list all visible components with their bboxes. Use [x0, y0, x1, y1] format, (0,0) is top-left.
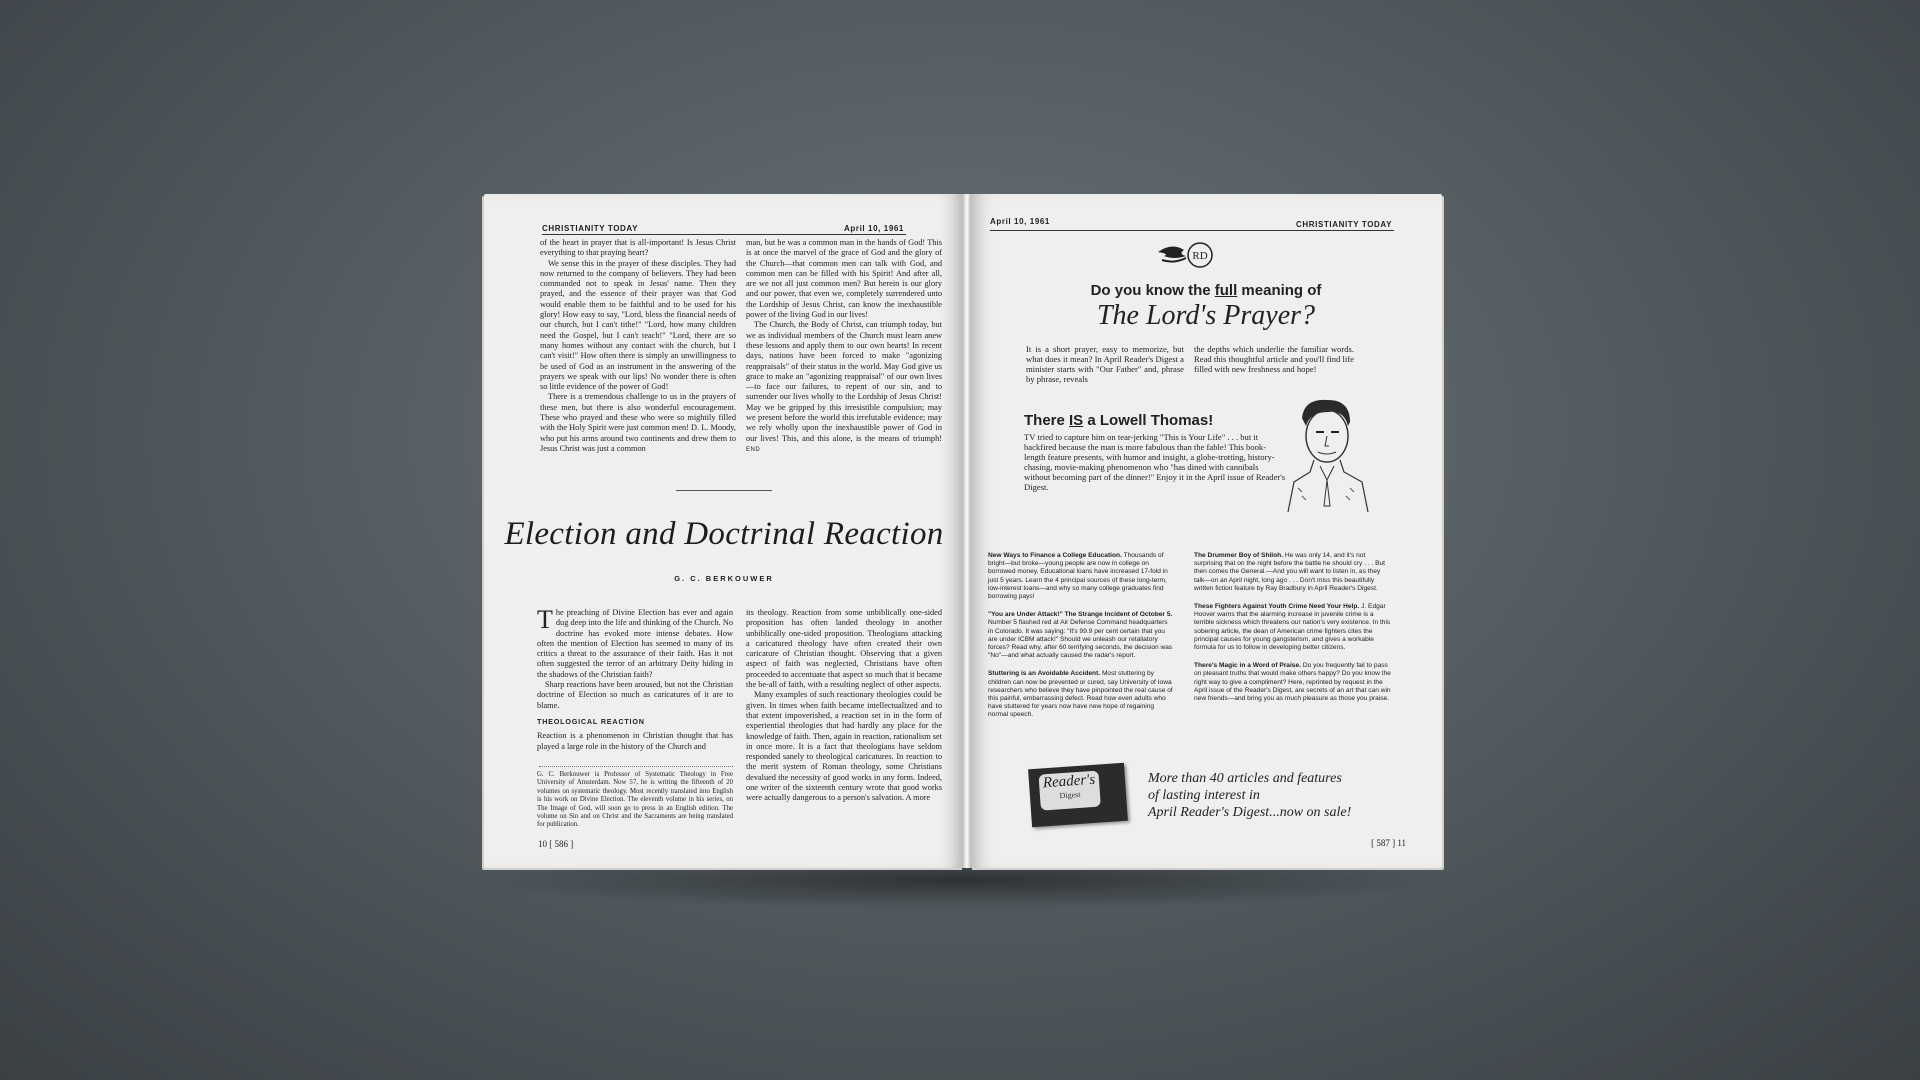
blurb: [1194, 552, 1392, 593]
blurb-text: Number 5 flashed red at Air Defense Command headquarters in Colorado. It was saying: "It's 99.9 per cent certain that you are under ICBM attack!" Should we unleash our retaliatory forces? Read why, after 60 terrifying seconds, the decision was "No"—and what actually caused the radar's report.: [988, 619, 1173, 660]
blurb-heading: There's Magic in a Word of Praise.: [1194, 662, 1301, 670]
paragraph: [746, 320, 942, 455]
page-folio-right: [ 587 ] 11: [1371, 838, 1406, 848]
blurb-text: He was only 14, and it's not surprising that on the night before the battle he should cry . . . But then comes the General.—And you will want to listen in, as they talk—on an April night, long ago . . . Don't miss this beautifully written fiction feature by Ray Bradbury in April Reader's Digest.: [1194, 552, 1385, 592]
ad-intro-col-1: It is a short prayer, easy to memorize, but what does it mean? In April Reader's Digest a minister starts with "Our Father" and, phrase by phrase, reveals: [1026, 344, 1184, 384]
headline-text: Do you know the: [1090, 282, 1215, 299]
readers-digest-logo-icon: [1154, 238, 1216, 272]
article-col-1: [537, 608, 733, 764]
article-author: G. C. BERKOUWER: [674, 574, 774, 583]
left-page: [484, 194, 964, 868]
paragraph: There is a tremendous challenge to us in the prayers of these men, but there is also wonderful encouragement. These who prayed and these who were so mightily filled with the Holy Spirit were just common men! D. L. Moody, who put his arms around two continents and drew them to Jesus Christ was just a common: [540, 392, 736, 453]
section-divider: [676, 490, 772, 491]
paragraph: of the heart in prayer that is all-important! Is Jesus Christ everything to that praying heart?: [540, 238, 736, 258]
lowell-thomas-headline: [1024, 412, 1213, 429]
blurb-text: J. Edgar Hoover warns that the alarming increase in juvenile crime is a terrible sickness which threatens our nation's very existence. In this sobering article, the dean of American crime fighters cites the principal causes for young gangsterism, and gives a workable formula for us to follow in developing better citizens.: [1194, 603, 1391, 652]
running-header-date: April 10, 1961: [990, 217, 1050, 226]
blurb: [1194, 662, 1392, 703]
article-col-2: [746, 608, 942, 832]
paragraph: Many examples of such reactionary theologies could be given. In times when faith became intellectualized and to that extent impoverished, a reaction set in in the form of experiential theologies that had hardly any place for the knowledge of faith. Then, again in reaction, rationalism set in once more. It is a fact that theologians have seldom responded sanely to theological caricatures. In reaction to the merit system of Roman theology, some Christians devalued the necessity of good works in any form. Indeed, one writer of the sixteenth century wrote that good works were actually dangerous to a person's salvation. A more: [746, 690, 942, 803]
tagline-line: of lasting interest in: [1148, 788, 1260, 803]
blurb-heading: "You are Under Attack!" The Strange Incident of October 5.: [988, 611, 1173, 619]
blurb: [1194, 603, 1392, 652]
bio-divider: [539, 766, 733, 767]
paragraph: Reaction is a phenomenon in Christian thought that has played a large role in the history of the Church and: [537, 731, 733, 751]
header-rule: [542, 234, 906, 235]
headline-emphasis: full: [1214, 282, 1238, 299]
cover-title: Reader's: [1042, 771, 1096, 792]
prev-article-col-2: [746, 238, 942, 472]
paragraph: man, but he was a common man in the hands of God! This is at once the marvel of the grace of God and the glory of the Church—that common men can talk with God, and common men can be filled with his Spirit! And after all, are we not all just common men? But herein is our glory and our power, that even we, completely surrendered unto the Lordship of Jesus Christ, can know the inexhaustible power of the living God in our lives!: [746, 238, 942, 320]
blurb: [988, 552, 1174, 601]
lowell-thomas-portrait-icon: [1284, 396, 1370, 512]
section-heading: THEOLOGICAL REACTION: [537, 716, 645, 726]
running-header-title: CHRISTIANITY TODAY: [1296, 220, 1392, 229]
headline-emphasis: IS: [1069, 412, 1084, 429]
ad-intro-col-2: the depths which underlie the familiar words. Read this thoughtful article and you'll find life filled with new freshness and hope!: [1194, 344, 1354, 374]
tagline-line: More than 40 articles and features: [1148, 771, 1342, 786]
blurbs-right-column: [1194, 552, 1392, 703]
cover-label: [1038, 771, 1100, 811]
paragraph: its theology. Reaction from some unbiblically one-sided proposition has often landed theology in another unbiblically one-sided proposition. Theologians attacking a caricatured theology have often created their own caricature of Christian thought. Observing that a given aspect of faith was neglected, Christians have often proceeded to accentuate that aspect so much that it became the be-all of faith, with a resulting neglect of other aspects.: [746, 608, 942, 690]
ad-script-title: The Lord's Prayer?: [1096, 300, 1316, 331]
headline-text: There: [1024, 412, 1070, 429]
end-mark: END: [746, 446, 761, 453]
tagline-line: April Reader's Digest...now on sale!: [1148, 805, 1352, 820]
author-bio: G. C. Berkouwer is Professor of Systematic Theology in Free University of Amsterdam. Now 57, he is writing the fifteenth of 20 volumes on systematic theology. Most recently translated into English is his work on Divine Election. The eleventh volume in his series, on The Image of God, will soon go to press in an English edition. The volume on Sin and on Christ and the Sacraments are being translated for publication.: [537, 771, 733, 829]
paragraph-text: he preaching of Divine Election has ever and again dug deep into the life and thinking of the Church. No doctrine has evoked more intense debates. How often the mention of Election has seemed to many of its critics a threat to the assurance of their faith. Has it not often suggested the terror of an arbitrary Deity hiding in the shadows of the Christian faith?: [537, 608, 733, 679]
blurb-heading: New Ways to Finance a College Education.: [988, 552, 1122, 559]
blurb-text: Thousands of bright—but broke—young people are now in college on borrowed money. Educational loans have increased 17-fold in just 5 years. Learn the 4 principal sources of these long-term, low-interest loans—and why so many college graduates find borrowing pays!: [988, 552, 1168, 601]
opening-paragraph: [537, 608, 733, 680]
readers-digest-cover-image: [1028, 763, 1128, 828]
tagline: [1148, 770, 1351, 821]
paragraph: Sharp reactions have been aroused, but not the Christian doctrine of Election so much as caricatures of it are to blame.: [537, 680, 733, 710]
blurb-text: Do you frequently fail to pass on pleasant truths that would make others happy? Do you know the right way to give a compliment? Here, reprinted by request in the April issue of the Reader's Digest, are secrets of an art that can win new friends—and bring you as much pleasure as those you praise.: [1194, 662, 1391, 703]
drop-cap: T: [537, 608, 553, 634]
paragraph-text: The Church, the Body of Christ, can triumph today, but we as individual members of the Church must learn anew these lessons and apply them to our own hearts! In recent days, nations have been forced to make "agonizing reappraisals" of their status in the world. May God give us grace to make an "agonizing reappraisal" of our own lives—to face our failures, to repent of our sin, and to surrender our lives wholly to the Lordship of Jesus Christ! May we be gripped by this irresistible compulsion; may we present before the world this irrefutable evidence; may we rely wholly upon the inexhaustible power of God in our lives! This, and this alone, is the means of triumph!: [746, 320, 942, 443]
right-page: [970, 194, 1442, 868]
blurbs-left-column: [988, 552, 1174, 720]
cover-subtitle: Digest: [1059, 789, 1081, 801]
headline-text: meaning of: [1237, 282, 1322, 299]
blurb-heading: These Fighters Against Youth Crime Need Your Help.: [1194, 603, 1360, 611]
prev-article-col-1: [540, 238, 736, 470]
header-rule: [990, 230, 1394, 231]
blurb-heading: The Drummer Boy of Shiloh.: [1194, 552, 1284, 559]
headline-text: a Lowell Thomas!: [1083, 412, 1214, 429]
running-header-title: CHRISTIANITY TODAY: [542, 224, 638, 233]
logo-letters: RD: [1192, 250, 1208, 262]
blurb: [988, 611, 1174, 660]
lowell-thomas-body: TV tried to capture him on tear-jerking "This is Your Life" . . . but it backfired because the man is more fabulous than the fable! This book-length feature presents, with humor and insight, a globe-trotting, history-chasing, movie-making phenomenon who "has dined with cannibals without becoming part of the dinner!" Enjoy it in the April issue of Reader's Digest.: [1024, 432, 1286, 492]
ad-headline: [970, 282, 1442, 299]
running-header-date: April 10, 1961: [844, 224, 904, 233]
paragraph: We sense this in the prayer of these disciples. They had now returned to the company of believers. They had been commanded not to speak in Jesus' name. Then they prayed, and the essence of their prayer was that God would enable them to be faithful and to be used for his glory! How easy to say, "Lord, bless the financial needs of our church, but I can't tithe!" "Lord, how many children need the Gospel, but I can't teach!" "Lord, there are so many homes without any contact with the church, but I can't visit!" How often there is simply an unwillingness to be used of God as an instrument in the answering of the prayers we speak with our lips! No wonder there is often so little evidence of the power of God!: [540, 258, 736, 392]
blurb-heading: Stuttering is an Avoidable Accident.: [988, 670, 1101, 678]
blurb-text: Most stuttering by children can now be prevented or cured, say University of Iowa researchers who believe they have pinpointed the real cause of this painful, embarrassing defect. Read how even adults who have stuttered for years now have new hope of regaining normal speech.: [988, 670, 1173, 719]
article-title: Election and Doctrinal Reaction: [504, 516, 944, 552]
blurb: [988, 670, 1174, 719]
page-folio-left: 10 [ 586 ]: [538, 839, 574, 849]
